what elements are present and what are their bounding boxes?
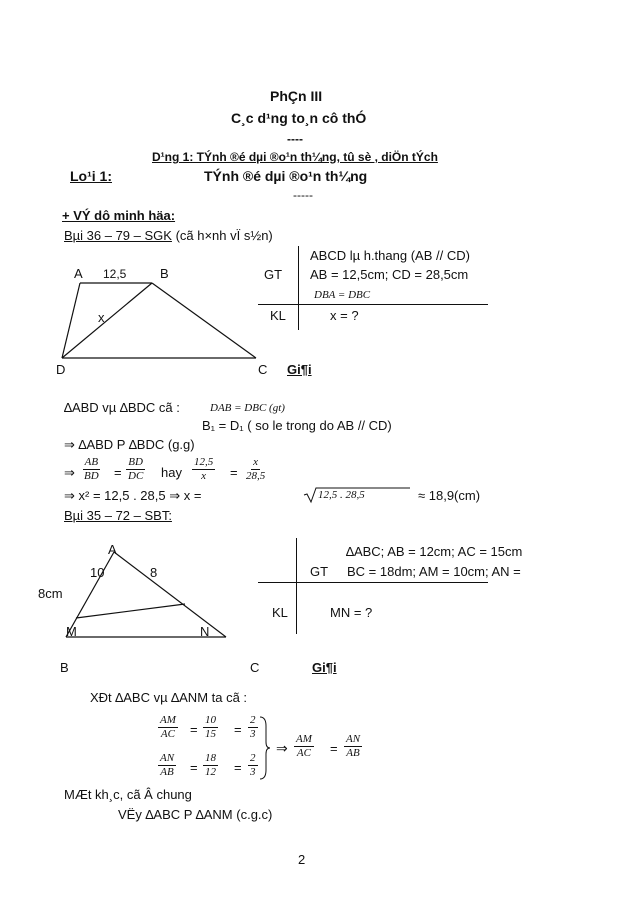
fraction-2-3-a: $\frac{2}{3}$ — [250, 714, 256, 740]
fraction-an-ab-result: $\frac{AN}{AB}$ — [346, 733, 361, 759]
sol1-step-1: ∆ABD vµ ∆BDC cã : — [64, 400, 180, 415]
equals-2: = — [230, 465, 238, 480]
vertex-m: M — [66, 624, 77, 639]
fraction-2-3-b: $\frac{2}{3}$ — [250, 752, 256, 778]
length-ab: 12,5 — [103, 267, 127, 281]
gt2-label: GT — [310, 564, 329, 579]
vertex-d: D — [56, 362, 66, 377]
fraction-am-ac: $\frac{AM}{AC}$ — [160, 714, 176, 740]
label-x: x — [98, 310, 105, 325]
examples-heading: + VÝ dô minh häa: — [62, 208, 176, 223]
subtype-label: Lo¹i 1: — [70, 168, 112, 184]
gt1-line-1: ABCD lµ h.thang (AB // CD) — [310, 248, 470, 263]
problem2-title: Bµi 35 – 72 – SBT: — [64, 508, 172, 523]
subtype-dashes: ----- — [293, 188, 313, 202]
vertex-b2: B — [60, 660, 69, 675]
kl2-line: MN = ? — [330, 605, 373, 620]
kl1-line: x = ? — [330, 308, 359, 323]
sol1-result: ≈ 18,9(cm) — [418, 488, 481, 503]
length-10: 10 — [90, 565, 105, 580]
conclusion: VËy ∆ABC P ∆ANM (c.g.c) — [118, 807, 273, 822]
implies-arrow-1: ⇒ — [64, 465, 75, 480]
gt2-line-1: ∆ABC; AB = 12cm; AC = 15cm — [346, 544, 523, 559]
fraction-bd-dc: $\frac{BD}{DC}$ — [128, 456, 144, 482]
gt-kl-divider-2 — [296, 538, 297, 634]
fraction-10-15: $\frac{10}{15}$ — [205, 714, 216, 740]
implies-arrow-2: ⇒ — [276, 740, 288, 756]
problem1-title-rest: (cã h×nh vÏ s½n) — [171, 228, 273, 243]
vertex-b: B — [160, 266, 169, 281]
vertex-a2: A — [108, 542, 117, 557]
length-8: 8 — [150, 565, 158, 580]
sol1-step-6: ⇒ x² = 12,5 . 28,5 ⇒ x = — [64, 488, 202, 503]
brace-symbol — [258, 716, 272, 780]
gt-kl-separator-2 — [258, 582, 488, 583]
sol1-step-3: B₁ = D₁ ( so le trong do AB // CD) — [202, 418, 392, 433]
length-8cm: 8cm — [38, 586, 63, 601]
sol1-step-2: DAB = DBC (gt) — [210, 402, 285, 414]
subtype-title: TÝnh ®é dµi ®o¹n th¼ng — [204, 168, 368, 184]
vertex-c: C — [258, 362, 268, 377]
problem1-solution-label: Gi¶i — [287, 362, 312, 377]
problem1-title-main: Bµi 36 – 79 – SGK — [64, 228, 172, 243]
equals-am-1: = — [190, 722, 198, 737]
equals-am-2: = — [234, 722, 242, 737]
vertex-c2: C — [250, 660, 260, 675]
equals-result: = — [330, 741, 338, 756]
kl1-label: KL — [270, 308, 286, 323]
vertex-n: N — [200, 624, 210, 639]
fraction-125-x: $\frac{12,5}{x}$ — [194, 456, 214, 482]
gt2-line-2: BC = 18dm; AM = 10cm; AN = — [347, 564, 521, 579]
fraction-18-12: $\frac{18}{12}$ — [205, 752, 216, 778]
gt1-line-2: AB = 12,5cm; CD = 28,5cm — [310, 267, 469, 282]
fraction-ab-bd: $\frac{AB}{BD}$ — [84, 456, 99, 482]
problem2-solution-label: Gi¶i — [312, 660, 337, 675]
gt1-label: GT — [264, 267, 283, 282]
section-heading: C¸c d¹ng to¸n cô thÓ — [231, 110, 367, 126]
equals-1: = — [114, 465, 122, 480]
equals-an-1: = — [190, 760, 198, 775]
fraction-an-ab: $\frac{AN}{AB}$ — [160, 752, 175, 778]
common-angle: MÆt kh¸c, cã Â chung — [64, 787, 192, 802]
section-dashes: ---- — [287, 132, 303, 146]
gt1-line-3: DBA = DBC — [314, 289, 371, 301]
fraction-x-285: $\frac{x}{28,5}$ — [246, 456, 266, 482]
sol2-intro: XÐt ∆ABC vµ ∆ANM ta cã : — [90, 690, 248, 705]
page-number: 2 — [298, 852, 306, 867]
fraction-am-ac-result: $\frac{AM}{AC}$ — [296, 733, 312, 759]
equals-an-2: = — [234, 760, 242, 775]
sol1-step-4: ⇒ ∆ABD P ∆BDC (g.g) — [64, 437, 195, 452]
sqrt-argument: 12,5 . 28,5 — [318, 489, 365, 501]
vertex-a: A — [74, 266, 83, 281]
type-title: D¹ng 1: TÝnh ®é dµi ®o¹n th¼ng, tû sè , diÖn tÝch — [152, 150, 438, 164]
part-heading: PhÇn III — [270, 88, 323, 104]
hay-text: hay — [161, 465, 182, 480]
kl2-label: KL — [272, 605, 288, 620]
